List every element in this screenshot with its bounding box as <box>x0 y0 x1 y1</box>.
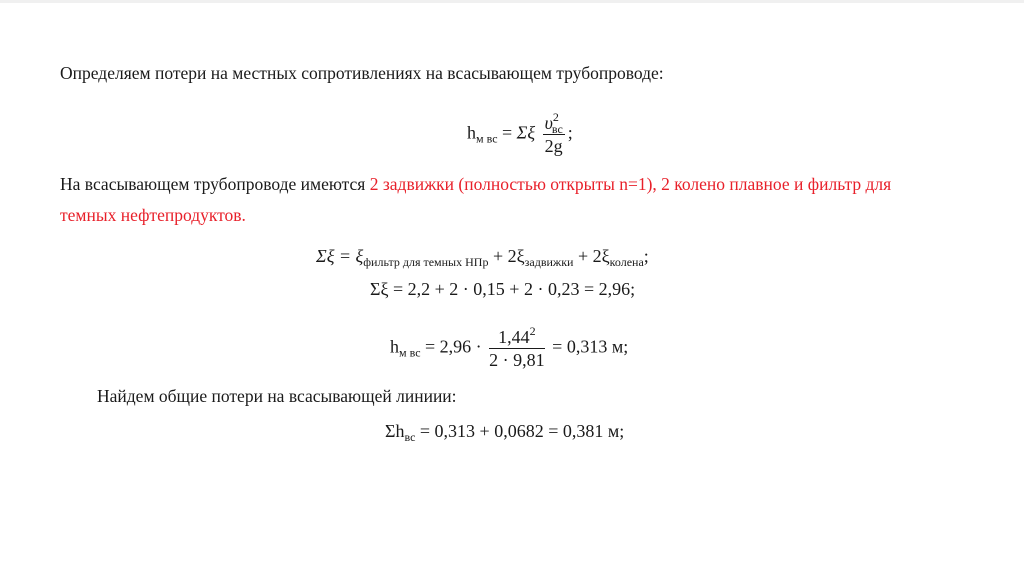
formula-local-losses: $h_{м вс} = \Sigma\xi$ $\frac{\upsilon^2_{вс}}{2g}$ ; <box>467 110 573 156</box>
intro-text: Определяем потери на местных сопротивлениях на всасывающем трубопроводе: <box>60 63 664 83</box>
formula-h-value: $h_{м вс} = 2,96$ · $\frac{1,44^2}{2 \cdot 9,81}$ = 0,313 м; <box>390 324 629 370</box>
top-border <box>0 0 1024 3</box>
formula-sum-xi: $\Sigma\xi = \xi_{фильтр для темных НПр} + 2\xi_{задвижки} + 2\xi_{колена}$; <box>316 246 649 269</box>
total-losses-text: Найдем общие потери на всасывающей линиии: <box>97 386 457 406</box>
formula-sum-xi-values: Σξ = 2,2 + 2 · 0,15 + 2 · 0,23 = 2,96; <box>370 279 636 299</box>
fittings-text-line2: темных нефтепродуктов. <box>60 205 246 225</box>
fittings-text-line1: На всасывающем трубопроводе имеются 2 задвижки (полностью открыты n=1), 2 колено плавное и фильтр для <box>60 174 892 194</box>
formula-total-losses: $\Sigma h_{вс} = 0,313 + 0,0682 = 0,381$ м; <box>385 421 625 444</box>
